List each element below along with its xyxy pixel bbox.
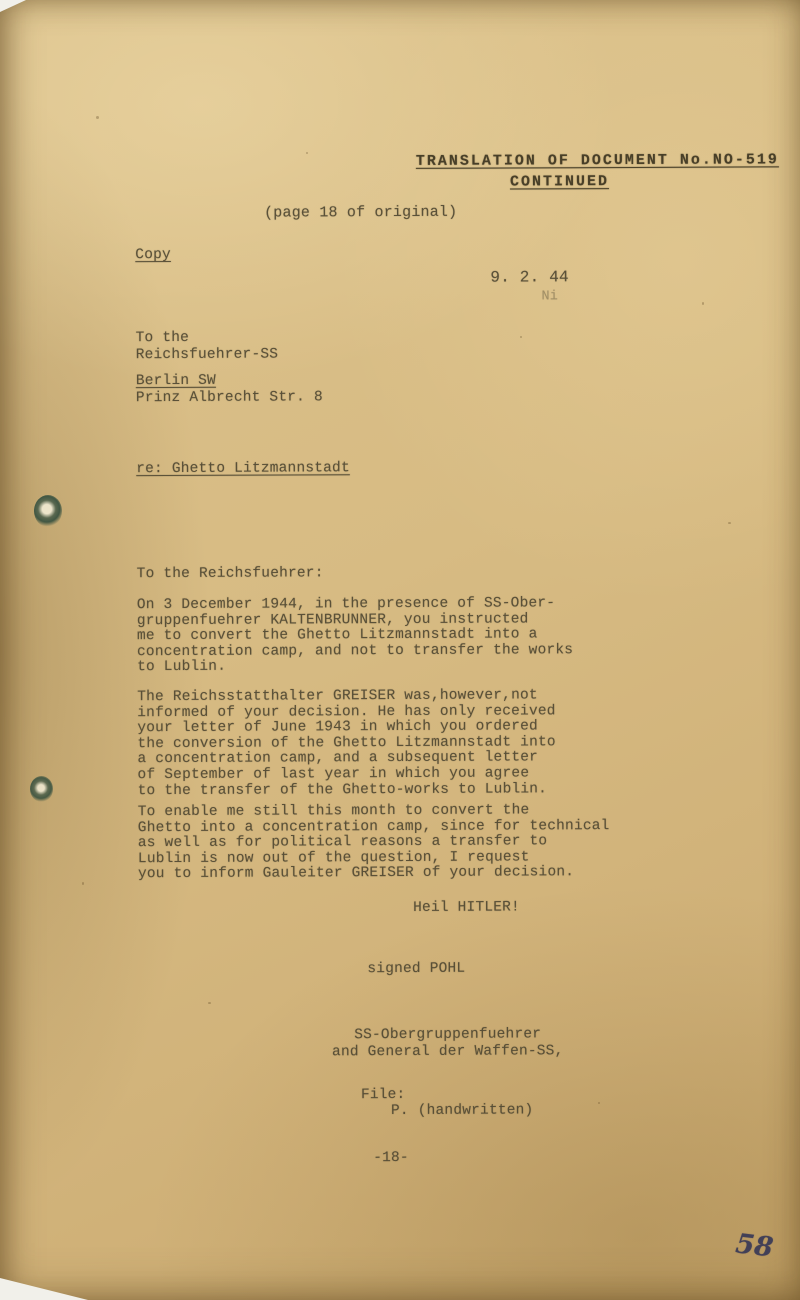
address-street: Prinz Albrecht Str. 8: [135, 389, 323, 407]
handwritten-page-annotation: 58: [733, 1228, 775, 1264]
signature-line: signed POHL: [367, 960, 466, 978]
page-number: -18-: [373, 1149, 409, 1167]
copy-label: Copy: [135, 246, 171, 264]
closing-salute: Heil HITLER!: [413, 899, 520, 916]
document-title: TRANSLATION OF DOCUMENT No.NO-519: [415, 151, 779, 170]
file-label: File:: [360, 1086, 406, 1104]
typist-initials: Ni: [541, 289, 559, 305]
file-note: P. (handwritten): [390, 1102, 534, 1120]
address-city: Berlin SW: [135, 372, 216, 390]
document-title-continued: CONTINUED: [509, 173, 610, 191]
subject-line: re: Ghetto Litzmannstadt: [136, 460, 350, 478]
recipient-block: To the Reichsfuehrer-SS: [135, 329, 279, 363]
signer-title-block: SS-Obergruppenfuehrer and General der Waffen-SS,: [331, 1026, 564, 1060]
paragraph-1: On 3 December 1944, in the presence of SS-Ober- gruppenfuehrer KALTENBRUNNER, you instructed me to convert the Ghetto Litzmannstadt into a concentration camp, and not to transfer the works to Lublin.: [136, 595, 574, 676]
date: 9. 2. 44: [490, 268, 569, 287]
paragraph-3: To enable me still this month to convert the Ghetto into a concentration camp, since for technical as well as for political reasons a transfer to Lublin is now out of the question, I request you to inform Gauleiter GREISER of your decision.: [137, 802, 610, 883]
salutation: To the Reichsfuehrer:: [136, 565, 324, 583]
page-reference: (page 18 of original): [264, 203, 458, 222]
paragraph-2: The Reichsstatthalter GREISER was,however,not informed of your decision. He has only received your letter of June 1943 in which you ordered the conversion of the Ghetto Litzmannstadt into a concentration camp, and a subsequent letter of September of last year in which you agree to the transfer of the Ghetto-works to Lublin.: [137, 687, 556, 799]
